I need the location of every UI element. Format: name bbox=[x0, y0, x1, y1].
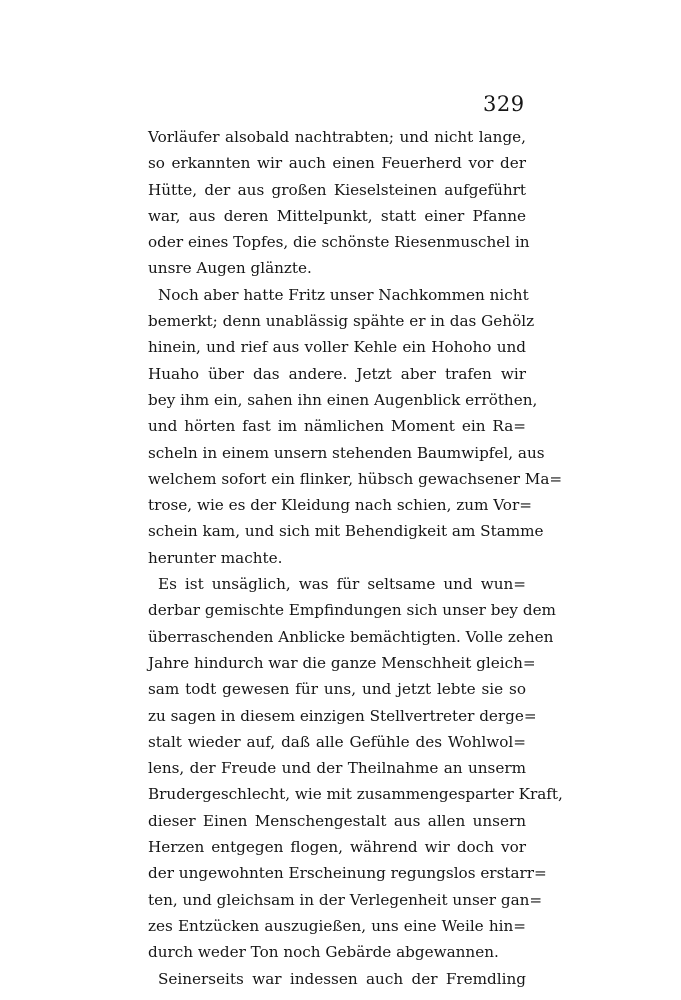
text-line: derbar gemischte Empfindungen sich unser bey dem bbox=[148, 601, 556, 620]
text-line: bey ihm ein, sahen ihn einen Augenblick erröthen, bbox=[148, 390, 538, 409]
text-line: dieser Einen Menschengestalt aus allen unsern bbox=[148, 811, 526, 830]
text-line: Hütte, der aus großen Kieselsteinen aufgeführt bbox=[148, 180, 526, 199]
paragraph bbox=[148, 124, 530, 282]
text-line: scheln in einem unsern stehenden Baumwipfel, aus bbox=[148, 443, 545, 462]
text-line: Brudergeschlecht, wie mit zusammengesparter Kraft, bbox=[148, 785, 563, 804]
paragraph bbox=[148, 966, 526, 992]
text-line: Huaho über das andere. Jetzt aber trafen wir bbox=[148, 364, 526, 383]
text-line: Jahre hindurch war die ganze Menschheit gleich= bbox=[148, 653, 536, 672]
text-line: lens, der Freude und der Theilnahme an unserm bbox=[148, 759, 526, 778]
text-line: oder eines Topfes, die schönste Riesenmuschel in bbox=[148, 233, 530, 252]
text-line: bemerkt; denn unablässig spähte er in das Gehölz bbox=[148, 312, 535, 331]
text-line: sam todt gewesen für uns, und jetzt lebte sie so bbox=[148, 680, 526, 699]
text-line: unsre Augen glänzte. bbox=[148, 259, 312, 278]
text-line: zes Entzücken auszugießen, uns eine Weile hin= bbox=[148, 916, 526, 935]
text-line: der ungewohnten Erscheinung regungslos erstarr= bbox=[148, 864, 547, 883]
text-line: trose, wie es der Kleidung nach schien, zum Vor= bbox=[148, 496, 532, 515]
text-line: herunter machte. bbox=[148, 548, 283, 567]
text-line: hinein, und rief aus voller Kehle ein Hohoho und bbox=[148, 338, 526, 357]
text-line: Herzen entgegen flogen, während wir doch vor bbox=[148, 838, 526, 857]
text-line: war, aus deren Mittelpunkt, statt einer Pfanne bbox=[148, 206, 526, 225]
page-number: 329 bbox=[483, 92, 525, 116]
text-line: Es ist unsäglich, was für seltsame und wun= bbox=[158, 575, 526, 594]
text-line: welchem sofort ein flinker, hübsch gewachsener Ma= bbox=[148, 469, 563, 488]
text-line: Seinerseits war indessen auch der Fremdling bbox=[158, 969, 526, 988]
paragraph bbox=[148, 571, 563, 965]
text-line: stalt wieder auf, daß alle Gefühle des Wohlwol= bbox=[148, 732, 526, 751]
text-line: überraschenden Anblicke bemächtigten. Volle zehen bbox=[148, 627, 554, 646]
text-line: Noch aber hatte Fritz unser Nachkommen nicht bbox=[158, 285, 529, 304]
text-line: so erkannten wir auch einen Feuerherd vor der bbox=[148, 154, 526, 173]
paragraph bbox=[148, 282, 563, 571]
text-line: durch weder Ton noch Gebärde abgewannen. bbox=[148, 943, 499, 962]
text-line: und hörten fast im nämlichen Moment ein Ra= bbox=[148, 417, 526, 436]
text-line: schein kam, und sich mit Behendigkeit am Stamme bbox=[148, 522, 544, 541]
page-text bbox=[148, 124, 563, 992]
text-line: ten, und gleichsam in der Verlegenheit unser gan= bbox=[148, 890, 543, 909]
text-line: Vorläufer alsobald nachtrabten; und nicht lange, bbox=[148, 128, 526, 146]
text-line: zu sagen in diesem einzigen Stellvertreter derge= bbox=[148, 706, 537, 725]
